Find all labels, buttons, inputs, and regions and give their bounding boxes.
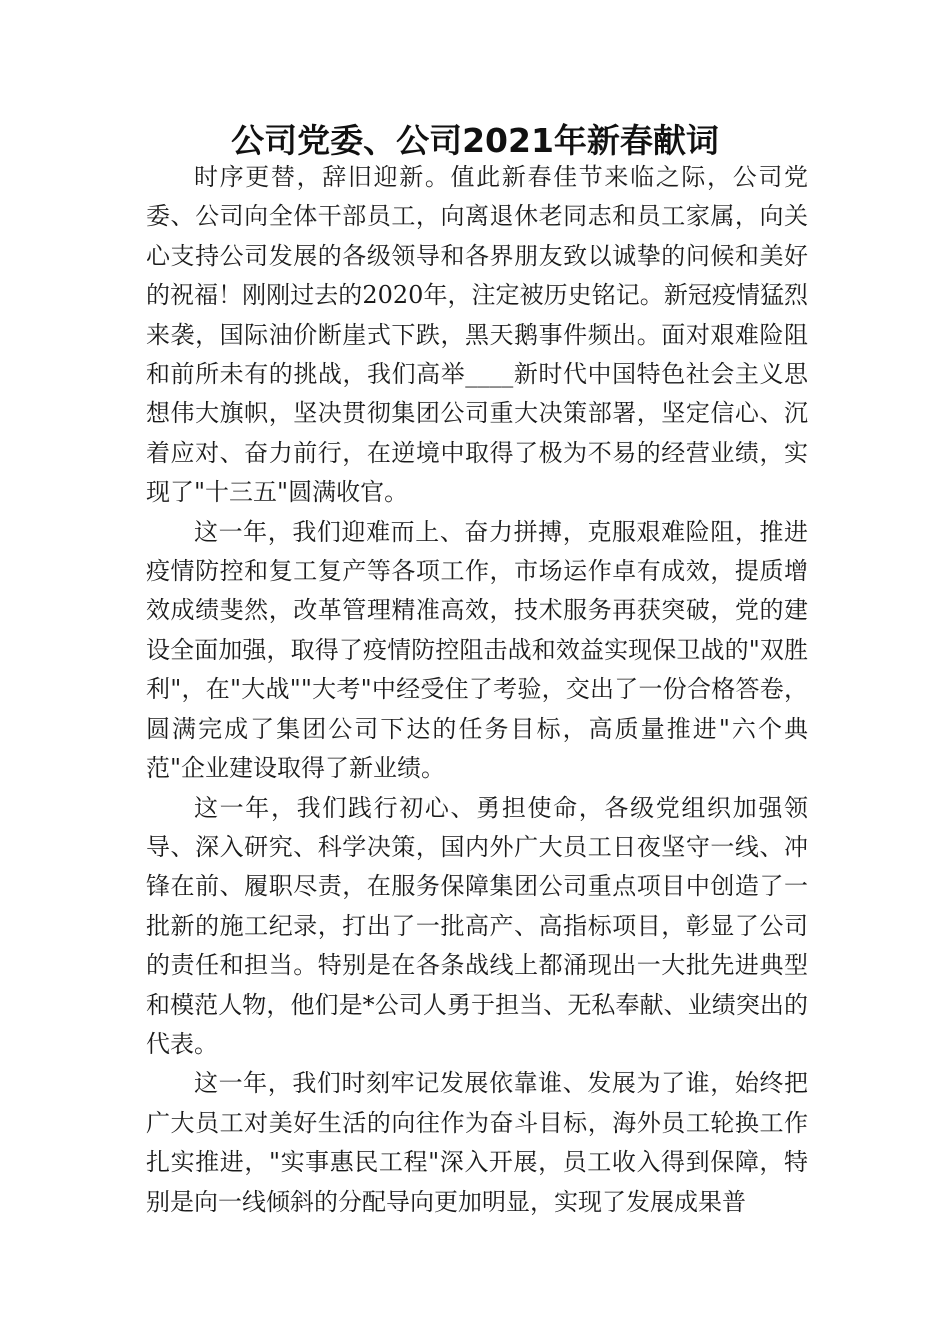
paragraph-3: 这一年，我们践行初心、勇担使命，各级党组织加强领导、深入研究、科学决策，国内外广大员工日夜坚守一线、冲锋在前、履职尽责，在服务保障集团公司重点项目中创造了一批新的施工纪录，打出了一批高产、高指标项目，彰显了公司的责任和担当。特别是在各条战线上都涌现出一大批先进典型和模范人物，他们是*公司人勇于担当、无私奉献、业绩突出的代表。 — [146, 793, 808, 1058]
paragraph-1: 时序更替，辞旧迎新。值此新春佳节来临之际，公司党委、公司向全体干部员工，向离退休老同志和员工家属，向关心支持公司发展的各级领导和各界朋友致以诚挚的问候和美好的祝福！刚刚过去的2020年，注定被历史铭记。新冠疫情猛烈来袭，国际油价断崖式下跌，黑天鹅事件频出。面对艰难险阻和前所未有的挑战，我们高举____新时代中国特色社会主义思想伟大旗帜，坚决贯彻集团公司重大决策部署，坚定信心、沉着应对、奋力前行，在逆境中取得了极为不易的经营业绩，实现了"十三五"圆满收官。 — [146, 163, 808, 507]
document-body — [146, 158, 808, 1222]
paragraph-4: 这一年，我们时刻牢记发展依靠谁、发展为了谁，始终把广大员工对美好生活的向往作为奋斗目标，海外员工轮换工作扎实推进，"实事惠民工程"深入开展，员工收入得到保障，特别是向一线倾斜的分配导向更加明显，实现了发展成果普 — [146, 1069, 808, 1216]
paragraph-2: 这一年，我们迎难而上、奋力拼搏，克服艰难险阻，推进疫情防控和复工复产等各项工作，市场运作卓有成效，提质增效成绩斐然，改革管理精准高效，技术服务再获突破，党的建设全面加强，取得了疫情防控阻击战和效益实现保卫战的"双胜利"，在"大战""大考"中经受住了考验，交出了一份合格答卷，圆满完成了集团公司下达的任务目标，高质量推进"六个典范"企业建设取得了新业绩。 — [146, 517, 808, 783]
document-title: 公司党委、公司2021年新春献词 — [231, 121, 719, 160]
